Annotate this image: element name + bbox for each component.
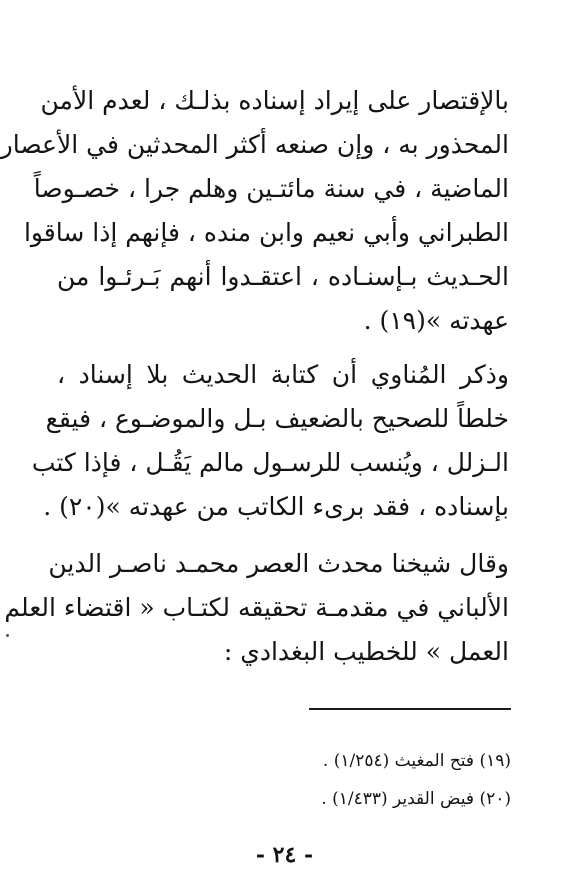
para1-line-6: عهدته »(١٩) . (363, 306, 509, 335)
para1-line-3: الماضية ، في سنة مائتـين وهلم جرا ، خصـوصاً (33, 174, 509, 203)
para3-line-3: العمل » للخطيب البغدادي : (223, 637, 509, 666)
para2-line-4: بإسناده ، فقد برىء الكاتب من عهدته »(٢٠) . (43, 492, 509, 521)
para1-line-2: المحذور به ، وإن صنعه أكثر المحدثين في الأعصار (0, 130, 509, 159)
footnote-19: (١٩) فتح المغيث (١/٢٥٤) . (322, 751, 511, 771)
para2-line-3: الـزلل ، ويُنسب للرسـول مالم يَقُـل ، فإذا كتب (31, 448, 509, 477)
para1-line-4: الطبراني وأبي نعيم وابن منده ، فإنهم إذا ساقوا (23, 218, 509, 247)
para2-line-1: وذكر المُناوي أن كتابة الحديث بلا إسناد ، (57, 360, 509, 389)
footnote-20: (٢٠) فيض القدير (١/٤٣٣) . (321, 789, 511, 809)
page-number: - ٢٤ - (255, 842, 314, 868)
para3-line-2: الألباني في مقدمـة تحقيقه لكتـاب « اقتضاء العلم (4, 593, 509, 622)
footnote-divider (309, 708, 511, 710)
para2-line-2: خلطاً للصحيح بالضعيف بـل والموضـوع ، فيقع (45, 404, 509, 433)
scan-speck (6, 634, 9, 637)
para3-line-1: وقال شيخنا محدث العصر محمـد ناصـر الدين (48, 549, 509, 578)
para1-line-5: الحـديث بـإسنـاده ، اعتقـدوا أنهم بَـرئـوا من (57, 262, 509, 291)
para1-line-1: بالإقتصار على إيراد إسناده بذلـك ، لعدم الأمن (40, 86, 509, 115)
